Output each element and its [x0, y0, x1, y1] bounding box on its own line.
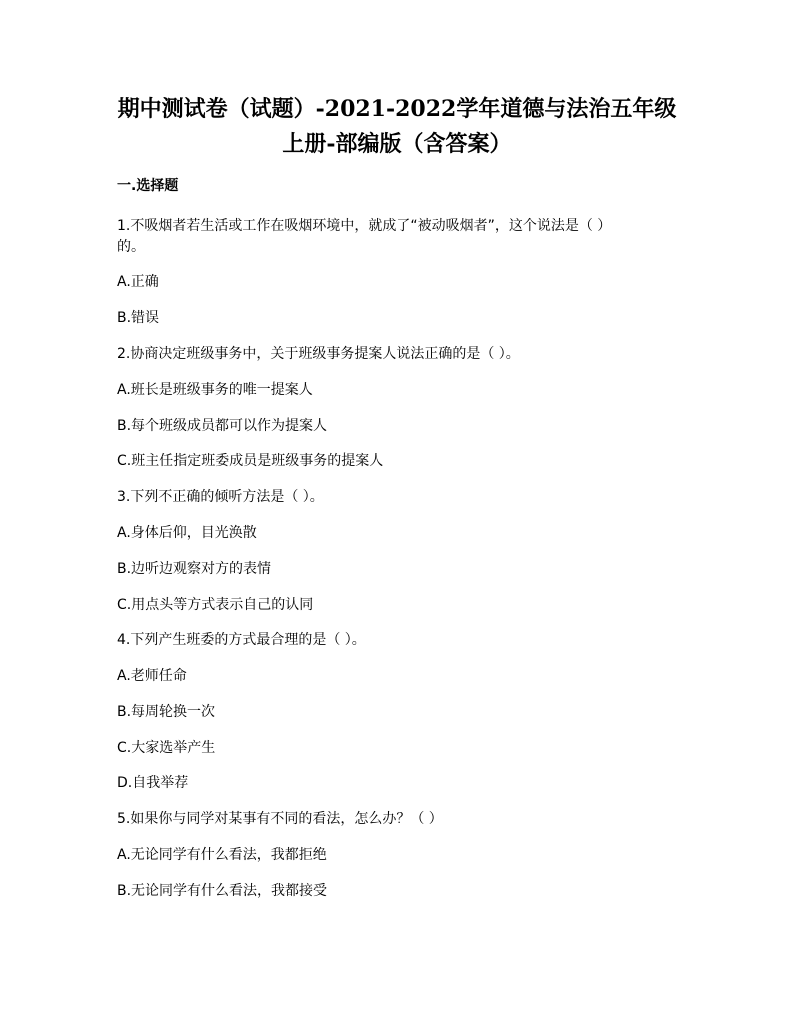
question-3-option-b: B.边听边观察对方的表情 — [117, 561, 272, 577]
title-line-2: 上册-部编版（含答案） — [282, 131, 512, 157]
title-line-1: 期中测试卷（试题）-2021-2022学年道德与法治五年级 — [117, 96, 677, 122]
document-title — [60, 92, 734, 162]
section-heading: 一.选择题 — [117, 178, 179, 194]
question-1-stem-line-1: 1.不吸烟者若生活或工作在吸烟环境中，就成了“被动吸烟者”，这个说法是（ ） — [117, 218, 612, 234]
question-4-option-a: A.老师任命 — [117, 668, 187, 684]
question-4-option-b: B.每周轮换一次 — [117, 704, 216, 720]
question-1-stem-line-2: 的。 — [117, 239, 145, 255]
question-5-option-b: B.无论同学有什么看法，我都接受 — [117, 883, 328, 899]
question-2-option-b: B.每个班级成员都可以作为提案人 — [117, 418, 328, 434]
question-4-option-d: D.自我举荐 — [117, 775, 189, 791]
question-1-option-b: B.错误 — [117, 310, 160, 326]
question-3-stem: 3.下列不正确的倾听方法是（ ）。 — [117, 489, 324, 505]
question-2-option-a: A.班长是班级事务的唯一提案人 — [117, 382, 313, 398]
question-5-stem: 5.如果你与同学对某事有不同的看法，怎么办？（ ） — [117, 811, 443, 827]
question-5-option-a: A.无论同学有什么看法，我都拒绝 — [117, 847, 327, 863]
question-4-stem: 4.下列产生班委的方式最合理的是（ ）。 — [117, 632, 366, 648]
question-3-option-c: C.用点头等方式表示自己的认同 — [117, 597, 314, 613]
question-2-stem: 2.协商决定班级事务中，关于班级事务提案人说法正确的是（ ）。 — [117, 346, 520, 362]
question-2-option-c: C.班主任指定班委成员是班级事务的提案人 — [117, 453, 384, 469]
question-4-option-c: C.大家选举产生 — [117, 740, 216, 756]
question-3-option-a: A.身体后仰，目光涣散 — [117, 525, 257, 541]
question-1-option-a: A.正确 — [117, 274, 159, 290]
